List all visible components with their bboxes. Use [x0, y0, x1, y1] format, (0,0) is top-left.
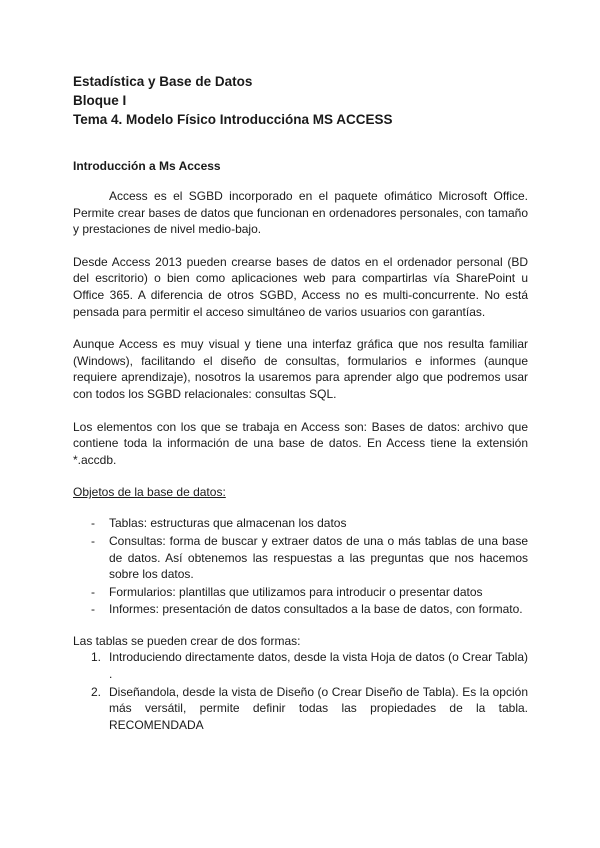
forms-intro: Las tablas se pueden crear de dos formas: — [73, 633, 301, 648]
dash-marker: - — [91, 533, 95, 548]
list-item-text: Informes: presentación de datos consultados a la base de datos, con formato. — [109, 602, 523, 617]
document-page — [73, 72, 528, 734]
dash-marker: - — [91, 584, 95, 599]
numbered-item — [73, 649, 528, 682]
list-item — [73, 584, 528, 601]
paragraph-access-2013: Desde Access 2013 pueden crearse bases de datos en el ordenador personal (BD del escritorio) o bien como aplicaciones web para compartirlas vía SharePoint u Office 365. A diferencia de otros SGBD, Access no es multi-concurrente. No está pensada para permitir el acceso simultáneo de varios usuarios con garantías. — [73, 254, 528, 319]
list-item-text: Formularios: plantillas que utilizamos para introducir o presentar datos — [109, 584, 483, 599]
list-item — [73, 533, 528, 583]
list-item — [73, 515, 528, 532]
paragraph-visual-interface: Aunque Access es muy visual y tiene una interfaz gráfica que nos resulta familiar (Windows), facilitando el diseño de consultas, formularios e informes (aunque requiere aprendizaje), nosotros la usaremos para aprender algo que podremos usar con todos los SGBD relacionales: consultas SQL. — [73, 337, 528, 401]
paragraph-elements: Los elementos con los que se trabaja en Access son: Bases de datos: archivo que contiene toda la información de una base de datos. En Access tiene la extensión *.accdb. — [73, 419, 528, 467]
paragraph-intro: Access es el SGBD incorporado en el paquete ofimático Microsoft Office. Permite crear bases de datos que funcionan en ordenadores personales, con tamaño y prestaciones de nivel medio-bajo. — [73, 189, 528, 237]
title-block-number: Bloque I — [73, 93, 127, 108]
list-item — [73, 601, 528, 618]
objects-heading: Objetos de la base de datos: — [73, 485, 226, 500]
list-item-text: Tablas: estructuras que almacenan los datos — [109, 516, 347, 531]
item-number: 2. — [91, 684, 102, 699]
numbered-item — [73, 684, 528, 734]
dash-marker: - — [91, 516, 95, 531]
title-course: Estadística y Base de Datos — [73, 74, 253, 89]
list-item-text: Consultas: forma de buscar y extraer datos de una o más tablas de una base de datos. Así obtenemos las respuestas a las preguntas que nos hacemos sobre los datos. — [109, 533, 528, 582]
intro-heading: Introducción a Ms Access — [73, 159, 221, 173]
objects-list — [73, 515, 528, 618]
title-topic: Tema 4. Modelo Físico Introduccióna MS ACCESS — [73, 112, 393, 127]
forms-list — [73, 649, 528, 733]
item-number: 1. — [91, 650, 102, 665]
numbered-item-text: Introduciendo directamente datos, desde la vista Hoja de datos (o Crear Tabla) . — [109, 650, 528, 682]
numbered-item-text: Diseñandola, desde la vista de Diseño (o Crear Diseño de Tabla). Es la opción más versátil, permite definir todas las propiedades de la tabla. RECOMENDADA — [109, 684, 528, 732]
dash-marker: - — [91, 602, 95, 617]
document-title — [73, 72, 528, 129]
